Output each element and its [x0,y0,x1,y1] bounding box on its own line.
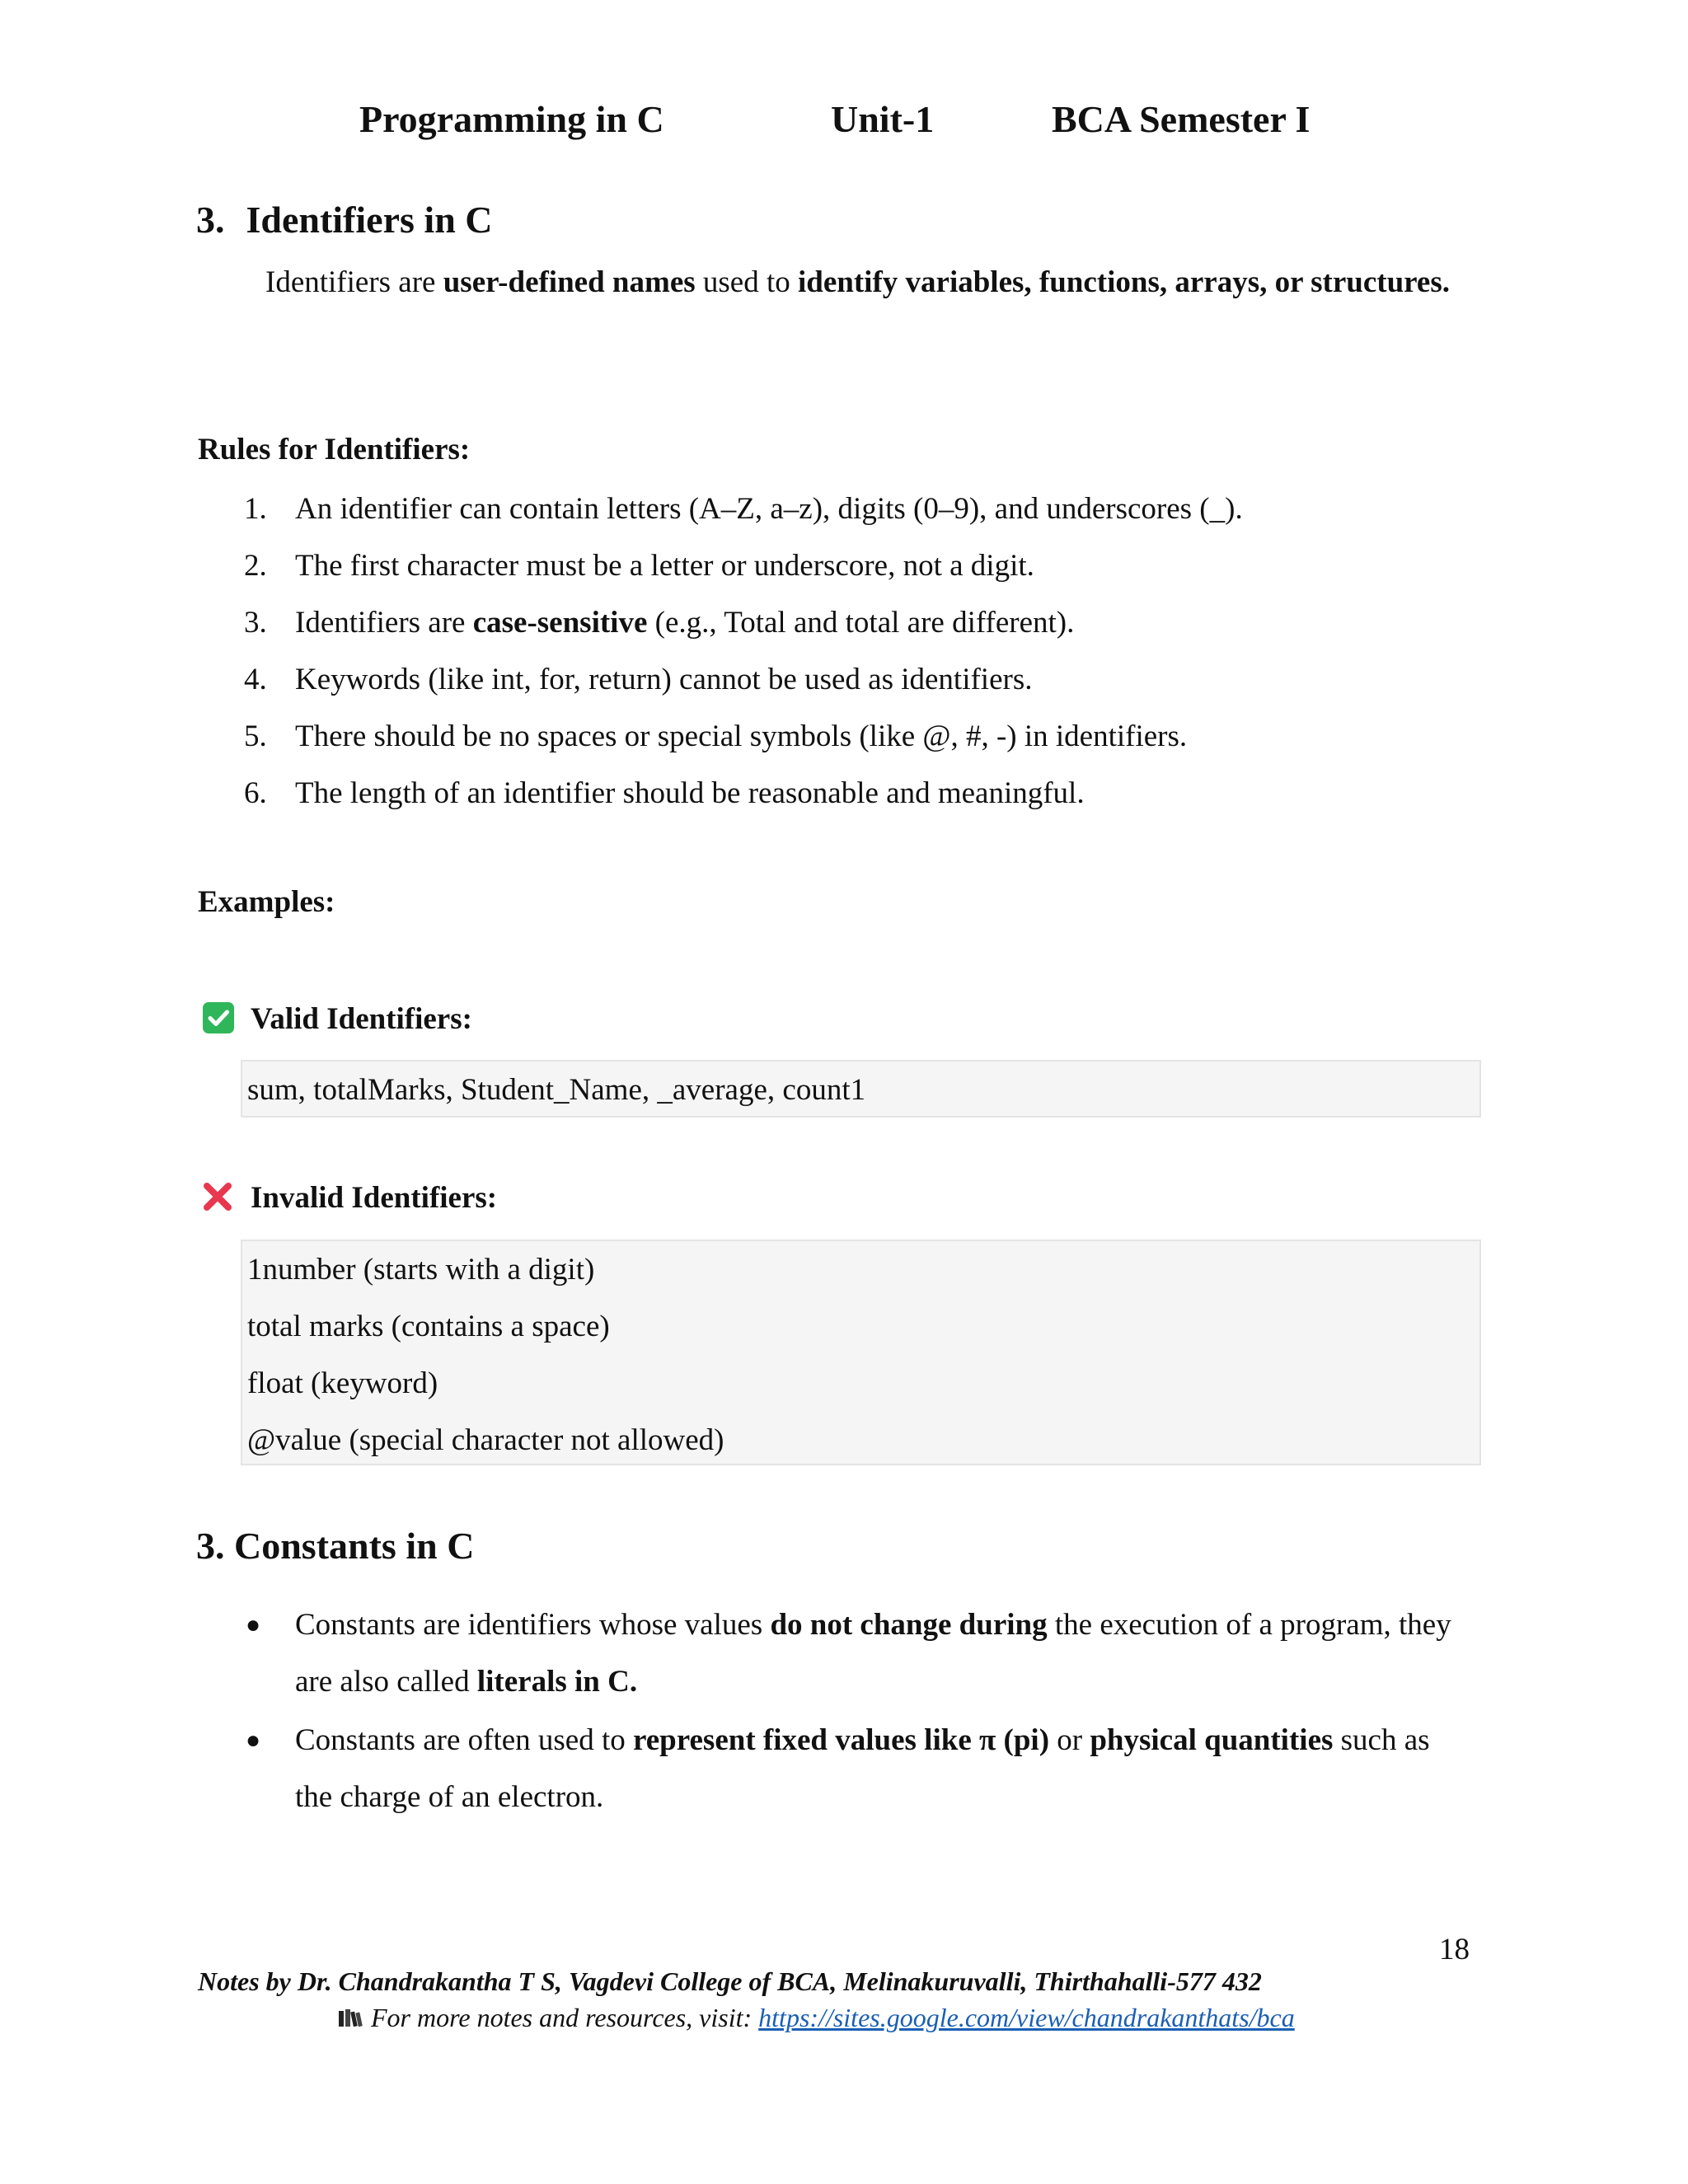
code-line: sum, totalMarks, Student_Name, _average, count1 [247,1073,866,1107]
rule-text: Keywords (like int, for, return) cannot be used as identifiers. [295,663,1033,696]
rule-text: The first character must be a letter or underscore, not a digit. [295,549,1034,583]
rule-number: 3. [244,606,267,640]
invalid-identifiers-box [241,1240,1481,1465]
resources-link[interactable]: https://sites.google.com/view/chandrakanthats/bca [758,2003,1295,2032]
rule-text: There should be no spaces or special symbols (like @, #, -) in identifiers. [295,719,1188,753]
section-title: Identifiers in C [246,199,493,241]
rule-number: 5. [244,719,267,753]
bullet-bold: represent fixed values like π (pi) [633,1723,1050,1757]
rule-item [244,651,1480,708]
intro-bold-1: user-defined names [443,265,696,299]
list-item [244,1712,1472,1825]
rules-heading: Rules for Identifiers: [198,433,471,466]
rule-number: 6. [244,776,267,810]
valid-identifiers-heading: Valid Identifiers: [251,1002,472,1036]
bullet-text: or [1049,1723,1090,1757]
header-unit: Unit-1 [831,98,935,140]
header-subject: Programming in C [359,98,664,140]
section-heading-constants: 3. Constants in C [196,1525,475,1567]
rule-text: An identifier can contain letters (A–Z, a–z), digits (0–9), and underscores (_). [295,492,1243,526]
bullet-text: Constants are identifiers whose values [295,1608,771,1642]
rule-item [244,480,1480,537]
header-course: BCA Semester I [1052,98,1311,140]
bullet-icon: ● [246,1611,261,1638]
intro-text-2: used to [695,265,798,299]
check-box-icon [203,1002,234,1033]
rule-number: 2. [244,549,267,583]
bullet-bold: literals in C. [476,1665,638,1699]
bullet-text: Constants are often used to [295,1723,633,1757]
intro-text-1: Identifiers are [265,265,443,299]
rule-text [295,594,1074,651]
code-line: 1number (starts with a digit) [247,1253,595,1286]
rule-item [244,537,1480,594]
invalid-identifiers-heading: Invalid Identifiers: [251,1181,498,1215]
section-number: 3. [196,199,225,241]
footer-credit: Notes by Dr. Chandrakantha T S, Vagdevi College of BCA, Melinakuruvalli, Thirthahalli-577 432 [198,1966,1262,1996]
rule-item [244,765,1480,822]
page-number: 18 [1439,1933,1470,1966]
rule-text-post: (e.g., Total and total are different). [647,606,1075,640]
identifiers-intro [265,255,1469,311]
bullet-text: such as the charge of an electron. [295,1723,1430,1814]
rule-text-pre: Identifiers are [295,606,473,640]
list-item [244,1596,1472,1710]
rule-number: 4. [244,663,267,696]
footer-resources [338,2003,1295,2033]
footer-resources-text: For more notes and resources, visit: [371,2003,759,2032]
rule-text: The length of an identifier should be reasonable and meaningful. [295,776,1085,810]
section-heading-identifiers [196,198,493,241]
examples-heading: Examples: [198,885,335,919]
cross-mark-icon [201,1180,234,1213]
code-line: total marks (contains a space) [247,1310,610,1343]
code-line: @value (special character not allowed) [247,1423,724,1457]
intro-bold-2: identify variables, functions, arrays, or structures. [798,265,1451,299]
bullet-bold: do not change during [770,1608,1048,1642]
rule-item [244,708,1480,765]
rule-item [244,594,1480,651]
constants-list [244,1596,1472,1827]
code-line: float (keyword) [247,1366,438,1400]
bullet-bold: physical quantities [1090,1723,1334,1757]
rules-list [244,480,1480,822]
books-icon [338,2008,363,2028]
bullet-text: the execution of a program, they are also called [295,1608,1451,1699]
valid-identifiers-box [241,1060,1481,1118]
rule-number: 1. [244,492,267,526]
rule-text-bold: case-sensitive [472,606,648,640]
bullet-icon: ● [246,1727,261,1754]
